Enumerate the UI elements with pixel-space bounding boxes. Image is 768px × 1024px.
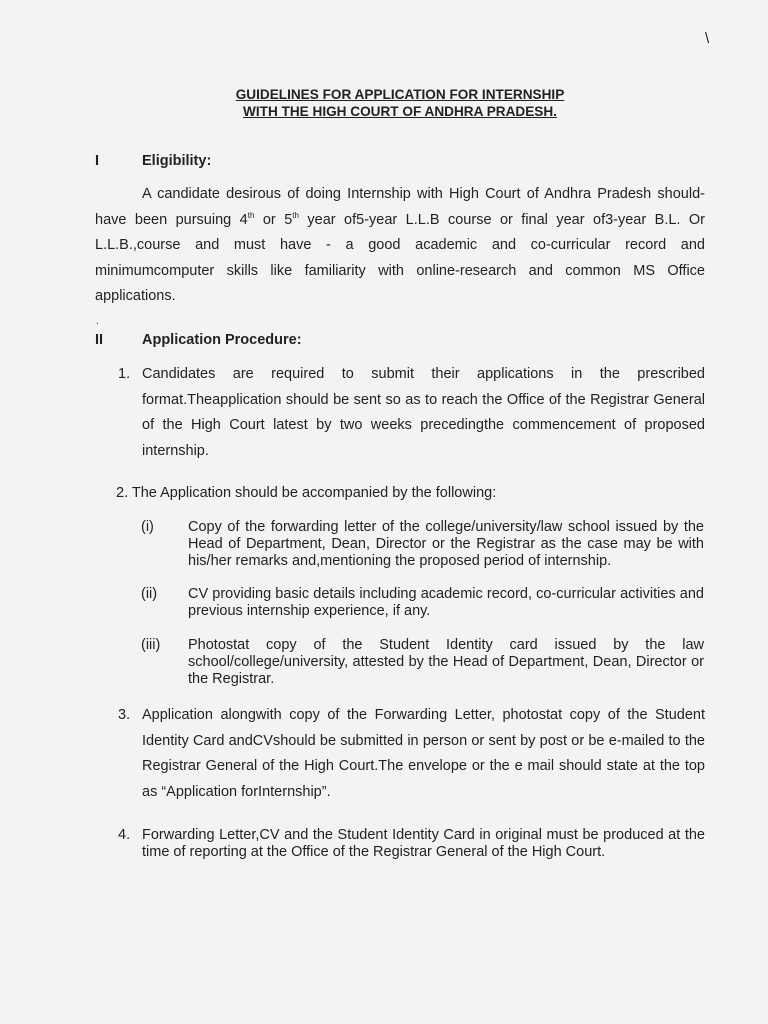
- sub-item-number: (i): [141, 519, 154, 535]
- item-number: 4.: [118, 827, 131, 843]
- sub-item-number: (iii): [141, 637, 161, 653]
- section-heading: Eligibility:: [142, 153, 212, 169]
- superscript-th: th: [292, 210, 299, 220]
- sub-item-text: Copy of the forwarding letter of the college/university/law school issued by the Head of Department, Dean, Director or the Registrar as the case may be with his/her remarks and,mentioning the proposed period of internship.: [188, 519, 704, 569]
- eligibility-paragraph: A candidate desirous of doing Internship with High Court of Andhra Pradesh should-have been pursuing 4th or 5th year of5-year L.L.B course or final year of3-year B.L. Or L.L.B.,course and must have - a good academic and co-curricular record and minimumcomputer skills like familiarity with online-research and common MS Office applications.: [95, 186, 705, 304]
- title-line-2: WITH THE HIGH COURT OF ANDHRA PRADESH.: [243, 104, 557, 119]
- sub-item-text: Photostat copy of the Student Identity card issued by the law school/college/university, attested by the Head of Department, Dean, Director or the Registrar.: [188, 637, 704, 687]
- list-item: [116, 485, 496, 501]
- document-title: [0, 86, 768, 120]
- section-number: I: [95, 153, 100, 169]
- item-text: Application alongwith copy of the Forwarding Letter, photostat copy of the Student Identity Card andCVshould be submitted in person or sent by post or be e-mailed to the Registrar General of the High Court.The envelope or the e mail should state at the top as “Application forInternship”.: [142, 707, 705, 800]
- item-text: Candidates are required to submit their applications in the prescribed format.Theapplication should be sent so as to reach the Office of the Registrar General of the High Court latest by two weeks precedingthe commencement of proposed internship.: [142, 366, 705, 459]
- section-heading: Application Procedure:: [142, 332, 302, 348]
- item-text: The Application should be accompanied by the following:: [131, 485, 497, 501]
- item-number: 1.: [118, 366, 131, 382]
- title-line-1: GUIDELINES FOR APPLICATION FOR INTERNSHIP: [235, 87, 565, 102]
- item-number: 3.: [118, 707, 131, 723]
- stray-mark: .: [96, 316, 99, 327]
- sub-item-text: CV providing basic details including academic record, co-curricular activities and previous internship experience, if any.: [188, 586, 704, 619]
- sub-item-number: (ii): [141, 586, 158, 602]
- item-text: Forwarding Letter,CV and the Student Identity Card in original must be produced at the time of reporting at the Office of the Registrar General of the High Court.: [142, 827, 705, 860]
- superscript-th: th: [247, 210, 255, 220]
- section-number: II: [95, 332, 104, 348]
- page-mark: \: [705, 30, 710, 47]
- item-number: 2.: [116, 485, 129, 501]
